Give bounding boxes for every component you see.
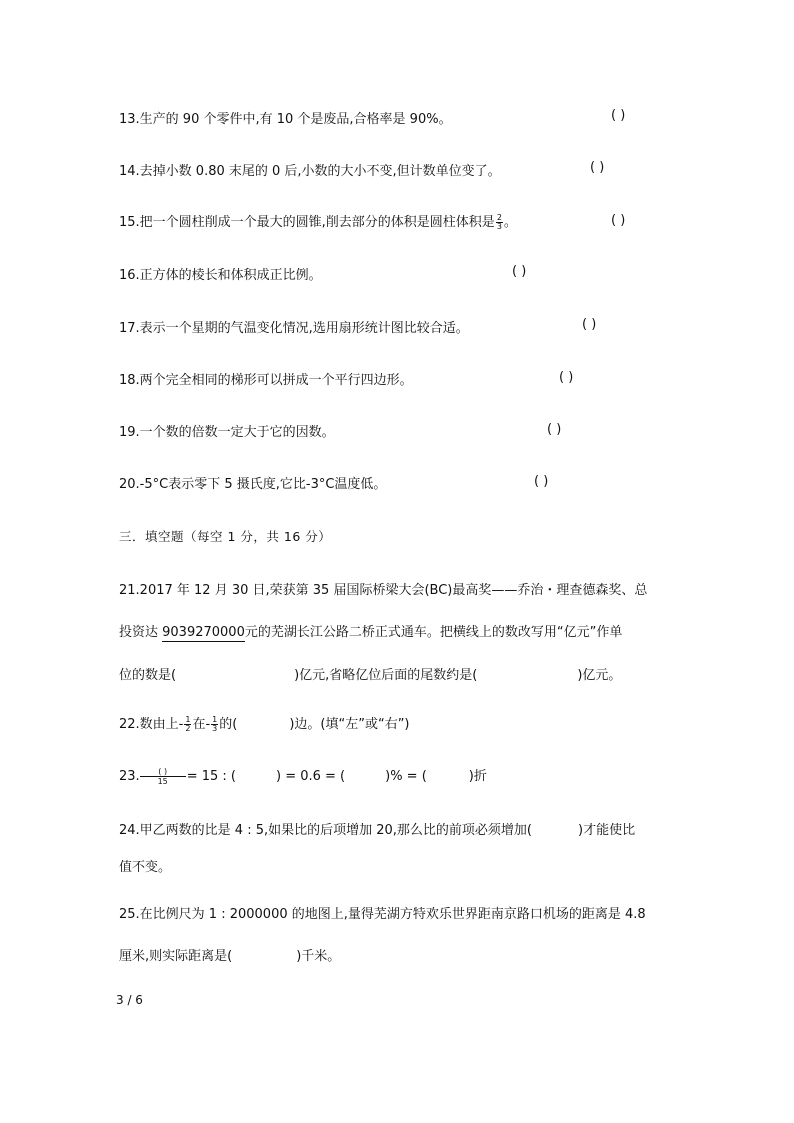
question-23-part-d: )折 (468, 769, 487, 784)
fraction-numerator: 2 (496, 213, 502, 222)
question-21-line-2 (119, 621, 622, 640)
question-17-text: 17.表示一个星期的气温变化情况,选用扇形统计图比较合适。 (119, 321, 469, 336)
question-13-text: 13.生产的 90 个零件中,有 10 个是废品,合格率是 90%。 (119, 112, 452, 127)
question-21-line-1: 21.2017 年 12 月 30 日,荣获第 35 届国际桥梁大会(BC)最高奖——乔治・理查德森奖、总 (119, 583, 648, 598)
question-19 (119, 421, 335, 440)
question-25-text-a: 厘米,则实际距离是( (119, 949, 233, 964)
section-3-title: 三．填空题（每空 1 分，共 16 分） (119, 529, 332, 544)
question-22-mid: 在- (192, 717, 211, 732)
question-25-line-1: 25.在比例尺为 1 : 2000000 的地图上,量得芜湖方特欢乐世界距南京路口机场的距离是 4.8 (119, 907, 646, 922)
question-21-line-2-end: 元的芜湖长江公路二桥正式通车。把横线上的数改写用“亿元”作单 (244, 625, 623, 640)
question-14-text: 14.去掉小数 0.80 末尾的 0 后,小数的大小不变,但计数单位变了。 (119, 164, 501, 179)
fraction-one-half (184, 716, 191, 733)
question-17-answer[interactable]: ( ) (582, 317, 597, 332)
question-16-answer[interactable]: ( ) (512, 264, 527, 279)
question-24-text-a: 24.甲乙两数的比是 4 : 5,如果比的后项增加 20,那么比的前项必须增加( (119, 823, 533, 838)
question-18-text: 18.两个完全相同的梯形可以拼成一个平行四边形。 (119, 373, 413, 388)
question-20-answer[interactable]: ( ) (534, 474, 549, 489)
page-number: 3 / 6 (116, 993, 143, 1007)
fraction-denominator: 15 (157, 777, 168, 786)
question-23-part-b: ) = 0.6 = ( (275, 769, 346, 784)
question-14-answer[interactable]: ( ) (590, 160, 605, 175)
question-23-part-c: )% = ( (385, 769, 427, 784)
question-16 (119, 264, 322, 283)
fraction-denominator: 3 (496, 222, 502, 231)
question-23 (119, 765, 487, 786)
question-21-line-2-start: 投资达 (119, 625, 163, 640)
question-13-answer[interactable]: ( ) (611, 108, 626, 123)
question-18-answer[interactable]: ( ) (559, 370, 574, 385)
question-23-prefix: 23. (119, 769, 140, 784)
fraction-denominator: 3 (212, 724, 218, 733)
question-15-fraction (496, 214, 503, 231)
question-14 (119, 160, 501, 179)
question-22-prefix: 22.数由上- (119, 717, 184, 732)
question-22-suffix-b: )边。(填“左”或“右”) (289, 717, 410, 732)
question-17 (119, 317, 469, 336)
question-15-answer[interactable]: ( ) (611, 213, 626, 228)
question-18 (119, 369, 413, 388)
question-20 (119, 473, 386, 492)
question-21-line-3-b: )亿元,省略亿位后面的尾数约是( (294, 668, 478, 683)
question-13 (119, 108, 452, 127)
question-23-part-a: = 15 : ( (186, 769, 236, 784)
question-19-text: 19.一个数的倍数一定大于它的因数。 (119, 425, 335, 440)
question-15-text: 15.把一个圆柱削成一个最大的圆锥,削去部分的体积是圆柱体积是 (119, 215, 495, 230)
question-25-text-b: )千米。 (296, 949, 341, 964)
question-15 (119, 211, 517, 231)
question-25-line-2 (119, 945, 340, 964)
underlined-number: 9039270000 (162, 625, 245, 640)
question-20-text: 20.-5°C表示零下 5 摄氏度,它比-3°C温度低。 (119, 477, 387, 492)
fraction-numerator[interactable]: ( ) (140, 767, 186, 777)
question-22-suffix-a: 的( (219, 717, 238, 732)
question-22 (119, 713, 410, 733)
question-24-line-1 (119, 819, 635, 838)
fraction-numerator: 1 (212, 715, 218, 724)
question-21-line-3-c: )亿元。 (577, 668, 622, 683)
question-24-text-b: )才能使比 (578, 823, 636, 838)
question-16-text: 16.正方体的棱长和体积成正比例。 (119, 268, 322, 283)
fraction-denominator: 2 (185, 724, 191, 733)
question-21-line-3 (119, 664, 621, 683)
question-19-answer[interactable]: ( ) (547, 422, 562, 437)
question-23-fraction (140, 767, 186, 786)
question-21-line-3-a: 位的数是( (119, 668, 177, 683)
question-24-line-2: 值不变。 (119, 860, 172, 875)
fraction-one-third (211, 716, 218, 733)
fraction-numerator: 1 (185, 715, 191, 724)
question-15-end: 。 (503, 215, 517, 230)
